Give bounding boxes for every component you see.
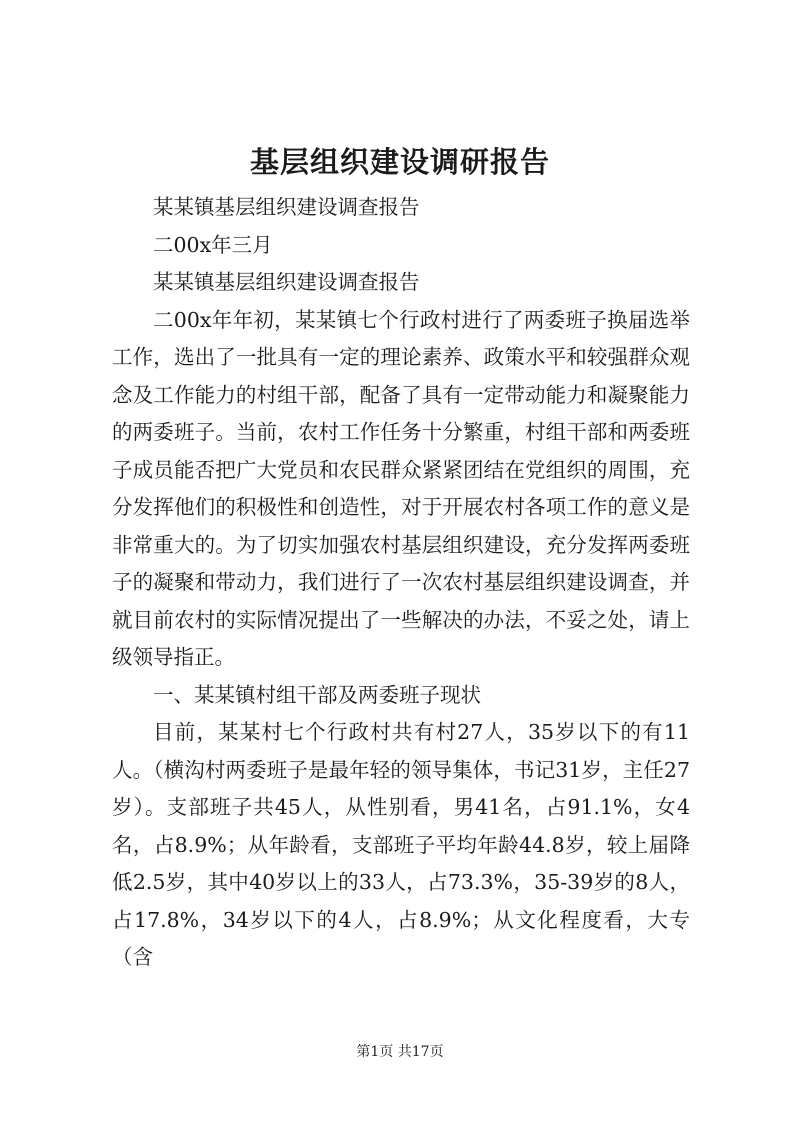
paragraph-subtitle: 某某镇基层组织建设调查报告	[153, 195, 420, 219]
document-title: 基层组织建设调研报告	[249, 145, 550, 179]
paragraph-date: 二00x年三月	[153, 232, 273, 257]
paragraph-intro: 二00x年年初，某某镇七个行政村进行了两委班子换届选举工作，选出了一批具有一定的理论素养、政策水平和较强群众观念及工作能力的村组干部，配备了具有一定带动能力和凝聚能力的两委班子。当前，农村工作任务十分繁重，村组干部和两委班子成员能否把广大党员和农民群众紧紧团结在党组织的周围，充分发挥他们的积极性和创造性，对于开展农村各项工作的意义是非常重大的。为了切实加强农村基层组织建设，充分发挥两委班子的凝聚和带动力，我们进行了一次农村基层组织建设调查，并就目前农村的实际情况提出了一些解决的办法，不妥之处，请上级领导指正。	[112, 307, 690, 669]
document-body	[112, 189, 690, 977]
page-number: 第1页 共17页	[356, 1044, 444, 1060]
paragraph-report-heading: 某某镇基层组织建设调查报告	[153, 270, 420, 294]
section-heading-1: 一、某某镇村组干部及两委班子现状	[153, 682, 481, 707]
paragraph-statistics: 目前，某某村七个行政村共有村27人，35岁以下的有11人。（横沟村两委班子是最年轻的领导集体，书记31岁，主任27岁）。支部班子共45人，从性别看，男41名，占91.1%，女4名，占8.9%；从年龄看，支部班子平均年龄44.8岁，较上届降低2.5岁，其中40岁以上的33人，占73.3%，35-39岁的8人，占17.8%，34岁以下的4人，占8.9%；从文化程度看，大专（含	[112, 720, 690, 969]
